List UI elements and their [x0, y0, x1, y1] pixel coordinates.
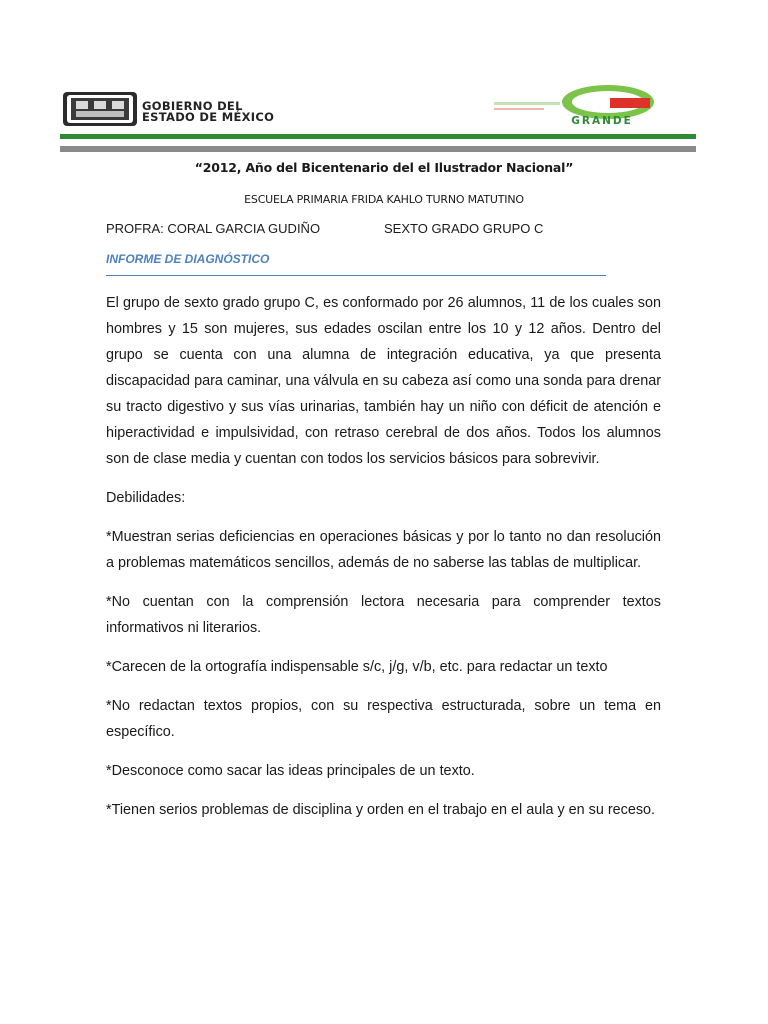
paragraph-weaknesses-heading: Debilidades: [106, 490, 186, 506]
teacher-name: PROFRA: CORAL GARCIA GUDIÑO [106, 221, 321, 236]
title-underline [106, 275, 606, 276]
paragraph-writing: *No redactan textos propios, con su respectiva estructurada, sobre un tema en específico. [106, 698, 661, 740]
year-slogan: “2012, Año del Bicentenario del el Ilustrador Nacional” [194, 160, 574, 175]
grade-group: SEXTO GRADO GRUPO C [384, 221, 544, 236]
state-coat-of-arms-logo [62, 90, 138, 128]
grande-campaign-logo [490, 84, 656, 126]
paragraph-discipline: *Tienen serios problemas de disciplina y orden en el trabajo en el aula y en su receso. [106, 802, 656, 818]
letterhead [0, 0, 768, 160]
paragraph-math: *Muestran serias deficiencias en operaciones básicas y por lo tanto no dan resolución a problemas matemáticos sencillos, además de no saberse las tablas de multiplicar. [106, 529, 661, 571]
paragraph-spelling: *Carecen de la ortografía indispensable s/c, j/g, v/b, etc. para redactar un texto [106, 659, 608, 675]
report-body [106, 290, 661, 836]
school-name: ESCUELA PRIMARIA FRIDA KAHLO TURNO MATUTINO [244, 193, 524, 206]
paragraph-intro: El grupo de sexto grado grupo C, es conformado por 26 alumnos, 11 de los cuales son hombres y 15 son mujeres, sus edades oscilan entre los 10 y 12 años. Dentro del grupo se cuenta con una alumna de integración educativa, ya que presenta discapacidad para caminar, una válvula en su cabeza así como una sonda para drenar su tracto digestivo y sus vías urinarias, también hay un niño con déficit de atención e hiperactividad e impulsividad, con retraso cerebral de dos años. Todos los alumnos son de clase media y cuentan con todos los servicios básicos para sobrevivir. [106, 295, 661, 467]
report-title: INFORME DE DIAGNÓSTICO [106, 252, 270, 266]
gov-line-2: ESTADO DE MÉXICO [142, 110, 275, 124]
gov-line-1: GOBIERNO DEL [142, 99, 243, 113]
right-logo-text: GRANDE [571, 115, 633, 126]
header-rule-green [60, 134, 696, 139]
header-rule-gray [60, 146, 696, 152]
government-name [142, 101, 274, 123]
paragraph-reading: *No cuentan con la comprensión lectora necesaria para comprender textos informativos ni literarios. [106, 594, 661, 636]
paragraph-main-ideas: *Desconoce como sacar las ideas principales de un texto. [106, 763, 475, 779]
